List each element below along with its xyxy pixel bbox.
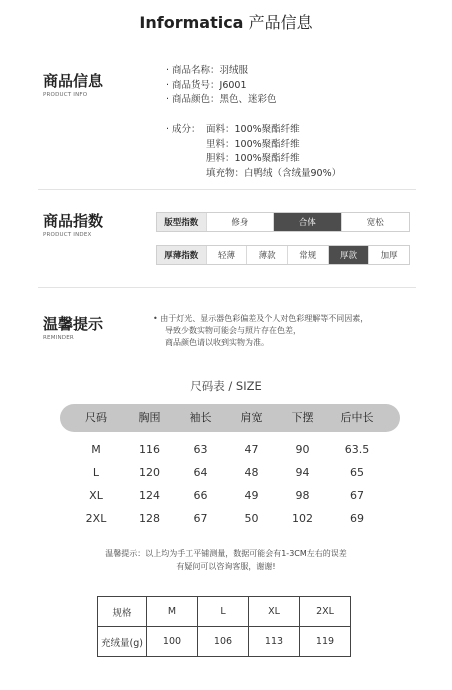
product-name-line: · 商品名称：羽绒服 [166,65,249,76]
size-cell: 94 [295,466,310,479]
size-table-row [60,485,400,507]
product-color-line: · 商品颜色：黑色、迷彩色 [166,94,277,105]
thickness-option-ultralight: 轻薄 [206,246,247,264]
size-cell: 128 [139,512,160,525]
section-divider [38,189,416,190]
thickness-index-bar [156,245,410,265]
composition-list [206,123,341,181]
size-cell: M [91,443,101,456]
size-table-row [60,462,400,484]
size-cell: 102 [292,512,313,525]
measurement-note-line: 温馨提示：以上均为手工平铺测量，数据可能会有1-3CM左右的误差 [105,549,347,558]
size-cell: 2XL [85,512,107,525]
product-index-heading: 商品指数 [43,212,104,230]
size-cell: 69 [350,512,364,525]
size-cell: 120 [139,466,160,479]
product-info-heading: 商品信息 [43,72,104,90]
size-header-cell: 袖长 [189,411,212,424]
size-cell: 66 [193,489,208,502]
size-cell: 48 [244,466,259,479]
reminder-heading: 温馨提示 [43,315,104,333]
fill-table-cell: L [198,597,249,627]
size-table-header [60,404,400,432]
measurement-note-line: 有疑问可以咨询客服，谢谢! [176,562,276,571]
size-cell: 116 [139,443,160,456]
fit-option-slim: 修身 [206,213,273,231]
fill-table-cell: M [147,597,198,627]
section-divider [38,287,416,288]
thickness-option-regular: 常规 [287,246,328,264]
fit-option-regular: 合体 [273,213,340,231]
reminder-line: 商品颜色请以收到实物为准。 [165,338,269,347]
size-header-cell: 胸围 [138,411,161,424]
fill-table-cell: 100 [147,627,198,657]
size-cell: 90 [295,443,310,456]
size-header-cell: 下摆 [291,411,314,424]
reminder-line: • 由于灯光、显示器色彩偏差及个人对色彩理解等不同因素， [153,314,369,323]
size-table-title: 尺码表 / SIZE [190,379,262,393]
reminder-text [153,313,368,349]
fill-table-cell: 119 [300,627,351,657]
size-cell: 64 [193,466,208,479]
fill-table-cell: 规格 [98,597,147,627]
composition-lining: 里料：100%聚酯纤维 [206,138,300,150]
size-table-row [60,508,400,530]
fill-table-cell: 106 [198,627,249,657]
product-info-list [166,64,277,108]
reminder-line: 导致少数实物可能会与照片存在色差， [165,326,301,335]
product-index-subheading: PRODUCT INDEX [43,232,92,238]
size-cell: 124 [139,489,160,502]
size-cell: 50 [244,512,259,525]
size-cell: 63 [193,443,208,456]
measurement-note [0,547,452,573]
size-header-cell: 肩宽 [240,411,263,424]
composition-shell: 面料：100%聚酯纤维 [206,124,300,135]
fit-option-loose: 宽松 [341,213,409,231]
thickness-option-extra-thick: 加厚 [368,246,409,264]
fit-index-bar [156,212,410,232]
composition-filling: 填充物：白鸭绒（含绒量90%） [206,167,342,179]
product-info-subheading: PRODUCT INFO [43,92,88,98]
fill-table-cell: 2XL [300,597,351,627]
thickness-option-thick: 厚款 [328,246,369,264]
size-cell: 49 [244,489,259,502]
page-title [0,10,452,33]
composition-inner: 胆料：100%聚酯纤维 [206,153,300,164]
fill-table-row [98,627,351,657]
composition-label: · 成分： [166,124,201,135]
size-cell: 65 [350,466,364,479]
fill-table-cell: 113 [249,627,300,657]
fill-table-cell: 充绒量(g) [98,627,147,657]
product-sku-line: · 商品货号：J6001 [166,79,247,91]
size-cell: 63.5 [344,443,370,456]
size-cell: 47 [244,443,259,456]
reminder-subheading: REMINDER [43,335,74,341]
fit-index-label: 版型指数 [157,213,206,231]
size-cell: 67 [193,512,208,525]
size-cell: 98 [295,489,310,502]
size-cell: L [92,466,100,479]
thickness-index-label: 厚薄指数 [157,246,206,264]
fill-weight-table [97,596,351,657]
size-header-cell: 尺码 [85,411,107,424]
size-table-row [60,439,400,461]
brand-name: Informatica [139,13,244,32]
size-header-cell: 后中长 [340,411,374,424]
fill-table-row [98,597,351,627]
thickness-option-thin: 薄款 [246,246,287,264]
fill-table-cell: XL [249,597,300,627]
size-cell: 67 [350,489,364,502]
page-title-text: 产品信息 [248,13,313,32]
size-cell: XL [89,489,103,502]
